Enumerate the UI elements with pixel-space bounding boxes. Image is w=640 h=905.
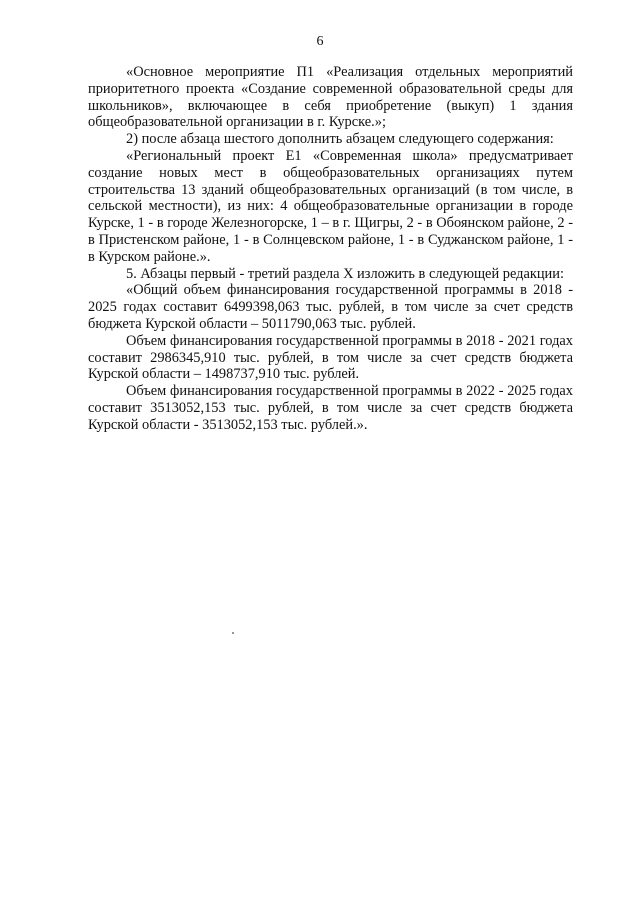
paragraph-item-5: 5. Абзацы первый - третий раздела X изложить в следующей редакции:: [126, 265, 564, 282]
paragraph-main-activity: «Основное мероприятие П1 «Реализация отдельных мероприятий приоритетного проекта «Создание современной образовательной среды для школьников», включающее в себя приобретение (выкуп) 1 здания общеобразовательной организации в г. Курске.»;: [88, 64, 573, 131]
paragraph-financing-2018-2021: Объем финансирования государственной программы в 2018 - 2021 годах составит 2986345,910 тыс. рублей, в том числе за счет средств бюджета Курской области – 1498737,910 тыс. рублей.: [88, 332, 573, 383]
page-number: 6: [316, 34, 324, 49]
paragraph-regional-project: «Региональный проект Е1 «Современная школа» предусматривает создание новых мест в общеобразовательных организациях путем строительства 13 зданий общеобразовательных организаций (в том числе, в сельской местности), из них: 4 общеобразовательные организации в городе Курске, 1 - в городе Железногорске, 1 – в г. Щигры, 2 - в Обоянском районе, 2 - в Пристенском районе, 1 - в Солнцевском районе, 1 - в Суджанском районе, 1 - в Курском районе.».: [88, 147, 573, 265]
scan-speck: [232, 632, 234, 634]
paragraph-total-financing: «Общий объем финансирования государственной программы в 2018 - 2025 годах составит 6499398,063 тыс. рублей, в том числе за счет средств бюджета Курской области – 5011790,063 тыс. рублей.: [88, 282, 573, 332]
paragraph-item-2: 2) после абзаца шестого дополнить абзацем следующего содержания:: [126, 131, 554, 148]
document-body: [88, 64, 573, 434]
paragraph-financing-2022-2025: Объем финансирования государственной программы в 2022 - 2025 годах составит 3513052,153 тыс. рублей, в том числе за счет средств бюджета Курской области - 3513052,153 тыс. рублей.».: [88, 383, 573, 433]
